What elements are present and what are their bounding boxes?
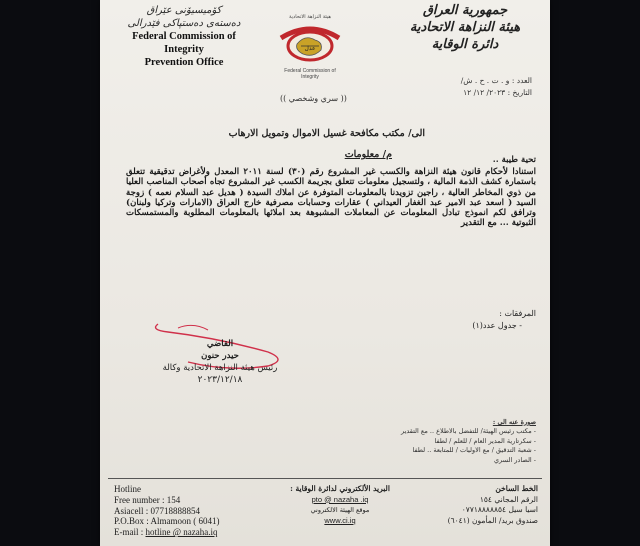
hotline-title-ar: الخط الساخن [495,484,538,493]
letter-page [100,0,550,546]
letter-date-value: ٢٠٢٣/ ١٢/ ١٢ [463,88,506,97]
kurdish-title-line2: دەستەی دەستپاکی فێدرالی [127,18,241,29]
email-link[interactable]: hotline @ nazaha.iq [145,527,218,538]
copies-item: - شعبة التدقيق / مع الاوليات / للمتابعة .. لطفا [412,446,536,455]
po-box: P.O.Box : Almamoon ( 6041) [114,516,220,527]
email-label: E-mail : [114,527,146,538]
attachments-item: - جدول عدد(١) [472,321,522,330]
commission-logo [275,14,345,80]
signature-block [150,338,290,386]
po-box-ar: صندوق بريد/ المأمون (٦٠٤١) [447,515,538,525]
commission-title: هيئة النزاهة الاتحادية [409,20,521,35]
reference-number [461,76,532,85]
website-link[interactable]: www.ci.iq [324,515,356,525]
header-right-block [390,2,540,53]
classification-label: (( سري وشخصي )) [280,94,347,103]
signature-role: رئيس هيئة النزاهة الاتحادية وكالة [162,363,278,373]
department-title: دائرة الوقاية [431,37,499,52]
letter-body: استنادا لأحكام قانون هيئة النزاهة والكسب غير المشروع رقم (٣٠) لسنة ٢٠١١ المعدل ولأغراض تدقيقية تتعلق باستمارة كشف الذمة المالية ، ولتسجيل معلومات تتعلق بجريمة الكسب غير المشروع تجاه أصحاب المناصب العليا من ذوي المخاطر العالية ، راجين تزويدنا بالمعلومات المتوفرة عن املاك السيدة ( هديل عبد السلام نعمه ) زوجة السيد ( اسعد عبد الامير عبد الغفار العيداني ) عقارات وحسابات مصرفية خارج العراق (الامارات وتركيا ولبنان) وترافق لكم انموذج تبادل المعلومات عن المعاملات المشبوهة بعد املائها بالمعلومات المطلوبة والمستمسكات الثبوتية ... مع التقدير [126,167,536,229]
attachments-label: المرفقات : [499,309,536,318]
asiacell-number: Asiacell : 07718888854 [114,505,200,516]
letter-date [463,88,532,97]
copies-item: - سكرتارية المدير العام / للعلم / لطفا [434,436,536,445]
greeting: تحية طيبة .. [492,155,536,165]
hotline-label: Hotline [114,484,141,494]
prevention-email-title: البريد الألكتروني لدائرة الوقاية : [290,484,390,493]
signature-name: حيدر حنون [201,351,239,361]
footer-english-contacts [114,484,220,538]
logo-caption-ar: هيئة النزاهة الاتحادية [288,14,332,20]
logo-inner-text: عدل [304,45,316,52]
logo-caption-en: Federal Commission of Integrity [284,68,336,80]
header-left-block [114,4,254,69]
reference-number-value: و . ت . ح . ش/ [460,76,510,85]
reference-number-label: العدد : [511,76,532,85]
asiacell-ar: اسيا سيل ٠٧٧١٨٨٨٨٨٥٤ [461,505,538,514]
copies-item: - مكتب رئيس الهيئة/ للتفضل بالاطلاع .. مع التقدير [400,427,536,436]
kurdish-title-line1: کۆمیسیۆنی عێراق [146,5,222,16]
letter-date-label: التاريخ : [507,88,532,97]
email-line [114,527,220,538]
footer-arabic-contacts [408,484,538,526]
attachments [472,308,536,332]
republic-title: جمهورية العراق [422,3,508,18]
signature-date: ٢٠٢٣/١٢/١٨ [197,375,243,385]
website-label: موقع الهيئة الالكتروني [310,506,370,514]
footer-divider [108,478,542,479]
english-title: Federal Commission of Integrity [132,31,236,55]
free-number-ar: الرقم المجاني ١٥٤ [479,494,538,504]
prevention-email-link[interactable]: pto @ nazaha .iq [311,494,369,504]
copies-item: - الصادر السري [493,455,536,464]
footer-prevention-contacts [275,484,405,526]
free-number: Free number : 154 [114,494,181,505]
subject: م/ معلومات [344,149,392,160]
copies-label: صورة عنه الى : [492,418,536,426]
signature-title: القاضي [206,339,234,349]
copies-list [401,418,536,465]
english-office: Prevention Office [144,57,224,68]
addressee: الى/ مكتب مكافحة غسيل الاموال وتمويل الارهاب [228,128,425,139]
logo-emblem-icon [275,20,345,64]
